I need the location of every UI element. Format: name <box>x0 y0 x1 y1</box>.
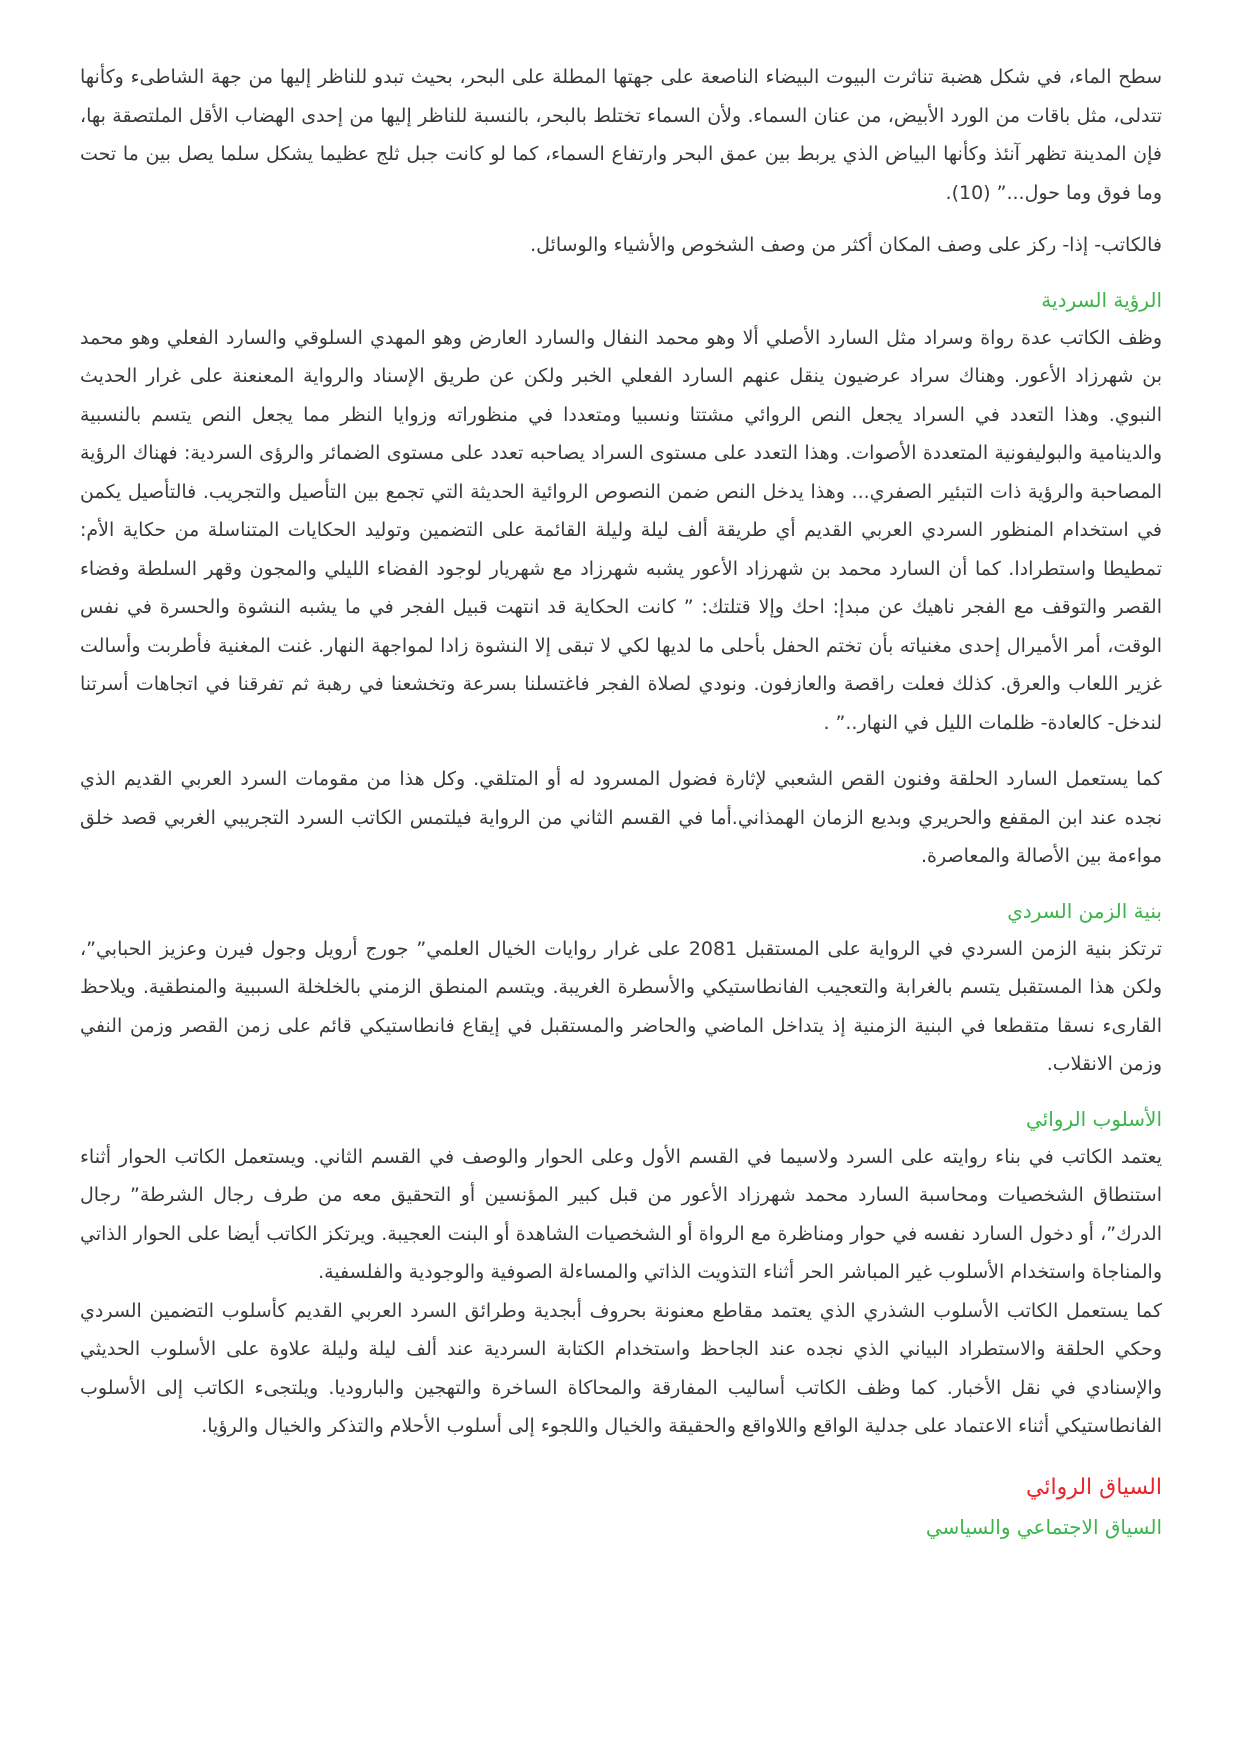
section-heading-narrative-vision: الرؤية السردية <box>1041 287 1162 312</box>
body-paragraph-fragmentary-style: كما يستعمل الكاتب الأسلوب الشذري الذي يعتمد مقاطع معنونة بحروف أبجدية وطرائق السرد العربي القديم كأسلوب التضمين السردي وحكي الحلقة والاستطراد البياني الذي نجده عند الجاحظ واستخدام الكتابة السردية عند ألف ليلة وليلة علاوة على الأسلوب الحديثي والإسنادي في نقل الأخبار. كما وظف الكاتب أساليب المفارقة والمحاكاة الساخرة والتهجين والباروديا. ويلتجىء الكاتب إلى الأسلوب الفانطاستيكي أثناء الاعتماد على جدلية الواقع واللاواقع والحقيقة والخيال واللجوء إلى أسلوب الأحلام والتذكر والخيال والرؤيا. <box>80 1299 1162 1437</box>
body-paragraph-folk-storytelling: كما يستعمل السارد الحلقة وفنون القص الشعبي لإثارة فضول المسرود له أو المتلقي. وكل هذا من مقومات السرد العربي القديم الذي نجده عند ابن المقفع والحريري وبديع الزمان الهمذاني.أما في القسم الثاني من الرواية فيلتمس الكاتب السرد التجريبي الغربي قصد خلق مواءمة بين الأصالة والمعاصرة. <box>80 768 1162 867</box>
section-heading-narrative-style: الأسلوب الروائي <box>1026 1106 1162 1131</box>
body-paragraph-narrators: وظف الكاتب عدة رواة وسراد مثل السارد الأصلي ألا وهو محمد النفال والسارد العارض وهو المهدي السلوقي والسارد الفعلي وهو محمد بن شهرزاد الأعور. وهناك سراد عرضيون ينقل عنهم السارد الفعلي الخبر ولكن عن طريق الإسناد والرواية المعنعنة على غرار الحديث النبوي. وهذا التعدد في السراد يجعل النص الروائي مشتتا ونسبيا ومتعددا في منظوراته وزوايا النظر مما يجعل النص يتسم بالنسبية والدينامية والبوليفونية المتعددة الأصوات. وهذا التعدد على مستوى السراد يصاحبه تعدد على مستوى الضمائر والرؤى السردية: فهناك الرؤية المصاحبة والرؤية ذات التبئير الصفري... وهذا يدخل النص ضمن النصوص الروائية الحديثة التي تجمع بين التأصيل والتجريب. فالتأصيل يكمن في استخدام المنظور السردي العربي القديم أي طريقة ألف ليلة وليلة القائمة على التضمين وتوليد الحكايات المتناسلة من حكاية الأم: تمطيطا واستطرادا. كما أن السارد محمد بن شهرزاد الأعور يشبه شهرزاد مع شهريار لوجود الفضاء الليلي والمجون وقهر السلطة وفضاء القصر والتوقف مع الفجر ناهيك عن مبدإ: احك وإلا قتلتك: ” كانت الحكاية قد انتهت قبيل الفجر في ما يشبه النشوة والحسرة في نفس الوقت، أمر الأميرال إحدى مغنياته بأن تختم الحفل بأحلى ما لديها لكي لا تبقى إلا النشوة زادا لمواجهة النهار. غنت المغنية فأطربت وأسالت غزير اللعاب والعرق. كذلك فعلت راقصة والعازفون. ونودي لصلاة الفجر فاغتسلنا بسرعة وتخشعنا في رهبة ثم تفرقنا في اتجاهات أسرتنا لندخل- كالعادة- ظلمات الليل في النهار..” . <box>80 326 1162 734</box>
section-heading-time-structure: بنية الزمن السردي <box>1007 898 1162 923</box>
body-paragraph-time-structure: ترتكز بنية الزمن السردي في الرواية على المستقبل 2081 على غرار روايات الخيال العلمي” جورج أرويل وجول فيرن وعزيز الحبابي”، ولكن هذا المستقبل يتسم بالغرابة والتعجيب الفانطاستيكي والأسطرة الغريبة. ويتسم المنطق الزمني بالخلخلة السببية والمنطقية. ويلاحظ القارىء نسقا متقطعا في البنية الزمنية إذ يتداخل الماضي والحاضر والمستقبل في إيقاع فانطاستيكي قائم على زمن القصر وزمن النفي وزمن الانقلاب. <box>80 937 1162 1075</box>
body-paragraph-city-description: سطح الماء، في شكل هضبة تناثرت البيوت البيضاء الناصعة على جهتها المطلة على البحر، بحيث تبدو للناظر إليها من جهة الشاطىء وكأنها تتدلى، مثل باقات من الورد الأبيض، من عنان السماء. ولأن السماء تختلط بالبحر، بالنسبة للناظر إليها من إحدى الهضاب الأقل الملتصقة بها، فإن المدينة تظهر آنئذ وكأنها البياض الذي يربط بين عمق البحر وارتفاع السماء، كما لو كانت جبل ثلج عظيما يشكل سلما يصل بين ما تحت وما فوق وما حول...” (10). <box>80 66 1162 204</box>
body-paragraph-dialogue-style: يعتمد الكاتب في بناء روايته على السرد ولاسيما في القسم الأول وعلى الحوار والوصف في القسم الثاني. ويستعمل الكاتب الحوار أثناء استنطاق الشخصيات ومحاسبة السارد محمد شهرزاد الأعور من قبل كبير المؤنسين أو التحقيق معه من طرف رجال الشرطة” رجال الدرك”، أو دخول السارد نفسه في حوار ومناظرة مع الرواة أو الشخصيات الشاهدة أو البنت العجيبة. ويرتكز الكاتب أيضا على الحوار الذاتي والمناجاة واستخدام الأسلوب غير المباشر الحر أثناء التذويت الذاتي والمساءلة الصوفية والوجودية والفلسفية. <box>80 1145 1162 1283</box>
subsection-heading-social-political-context: السياق الاجتماعي والسياسي <box>925 1514 1162 1539</box>
section-heading-narrative-context: السياق الروائي <box>1026 1474 1162 1500</box>
body-paragraph-place-focus: فالكاتب- إذا- ركز على وصف المكان أكثر من وصف الشخوص والأشياء والوسائل. <box>530 234 1162 256</box>
